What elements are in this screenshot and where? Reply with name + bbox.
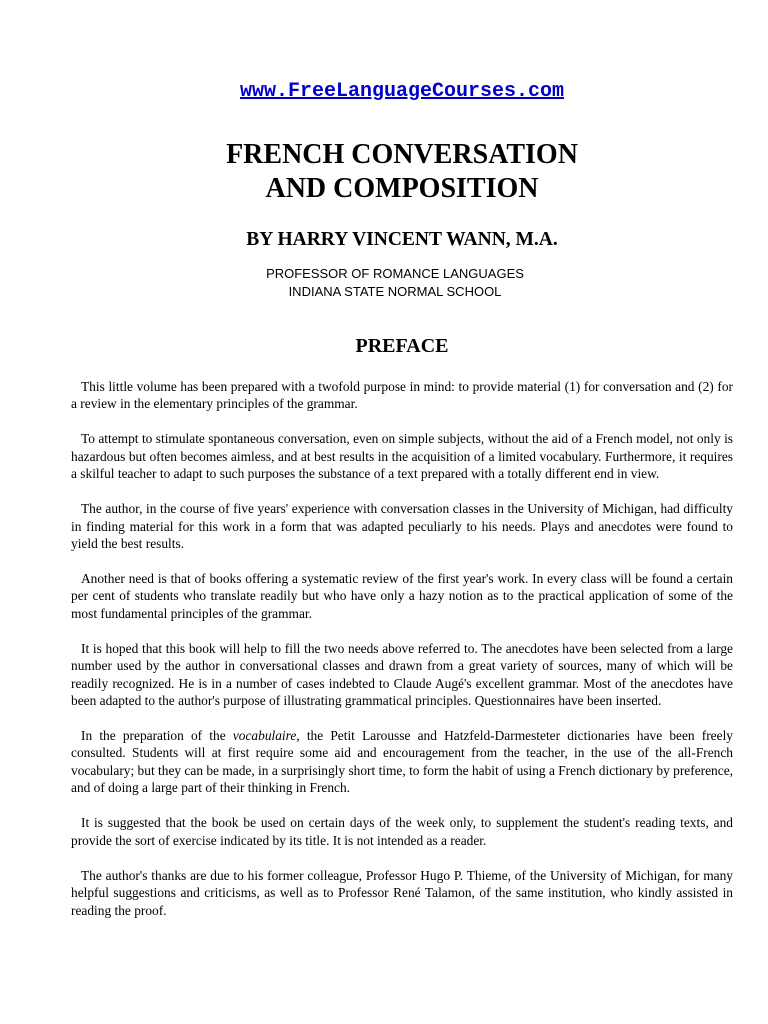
preface-body	[71, 378, 733, 937]
author-byline: BY HARRY VINCENT WANN, M.A.	[246, 229, 558, 250]
preface-paragraph-5: It is hoped that this book will help to fill the two needs above referred to. The anecdotes have been selected from a large number used by the author in conversational classes and drawn from a great variety of sources, many of which will be readily recognized. He is in a number of cases indebted to Claude Augé's excellent grammar. Most of the anecdotes have been adapted to the author's purpose of illustrating grammatical principles. Questionnaires have been inserted.	[71, 640, 733, 709]
preface-paragraph-8: The author's thanks are due to his former colleague, Professor Hugo P. Thieme, of the University of Michigan, for many helpful suggestions and criticisms, as well as to Professor René Talamon, of the same institution, who kindly assisted in reading the proof.	[71, 867, 733, 918]
title-line-1: FRENCH CONVERSATION	[226, 139, 578, 170]
title-line-2: AND COMPOSITION	[265, 173, 539, 204]
preface-paragraph-7: It is suggested that the book be used on certain days of the week only, to supplement the student's reading texts, and provide the sort of exercise indicated by its title. It is not intended as a reader.	[71, 815, 733, 848]
affiliation-line-2: INDIANA STATE NORMAL SCHOOL	[288, 284, 502, 299]
document-title	[0, 138, 768, 206]
preface-paragraph-1: This little volume has been prepared with a twofold purpose in mind: to provide material (1) for conversation and (2) for a review in the elementary principles of the grammar.	[71, 379, 733, 412]
preface-paragraph-3: The author, in the course of five years' experience with conversation classes in the University of Michigan, had difficulty in finding material for this work in a form that was adapted peculiarly to his needs. Plays and anecdotes were found to yield the best results.	[71, 501, 733, 552]
site-link[interactable]: www.FreeLanguageCourses.com	[239, 80, 565, 103]
preface-paragraph-6	[71, 727, 733, 797]
preface-heading: PREFACE	[355, 335, 449, 357]
vocabulaire-term: vocabulaire	[232, 728, 297, 744]
paragraph-text: , the Petit Larousse and Hatzfeld-Darmesteter dictionaries have been freely consulted. Students will at first require some aid and encouragement from the teacher, in the use of the all-French vocabulary; but they can be made, in a surprisingly short time, to form the habit of using a French dictionary by preference, and of doing a large part of their thinking in French.	[71, 728, 733, 796]
author-affiliation	[0, 265, 768, 301]
preface-paragraph-4: Another need is that of books offering a systematic review of the first year's work. In every class will be found a certain per cent of students who translate readily but who have only a hazy notion as to the practical application of some of the most fundamental principles of the grammar.	[71, 571, 733, 621]
paragraph-text: In the preparation of the	[81, 728, 233, 744]
affiliation-line-1: PROFESSOR OF ROMANCE LANGUAGES	[266, 266, 524, 281]
preface-paragraph-2: To attempt to stimulate spontaneous conversation, even on simple subjects, without the aid of a French model, not only is hazardous but often becomes aimless, and at best results in the acquisition of a limited vocabulary. Furthermore, it requires a skilful teacher to adapt to such purposes the substance of a text prepared with a totally different end in view.	[71, 431, 733, 482]
